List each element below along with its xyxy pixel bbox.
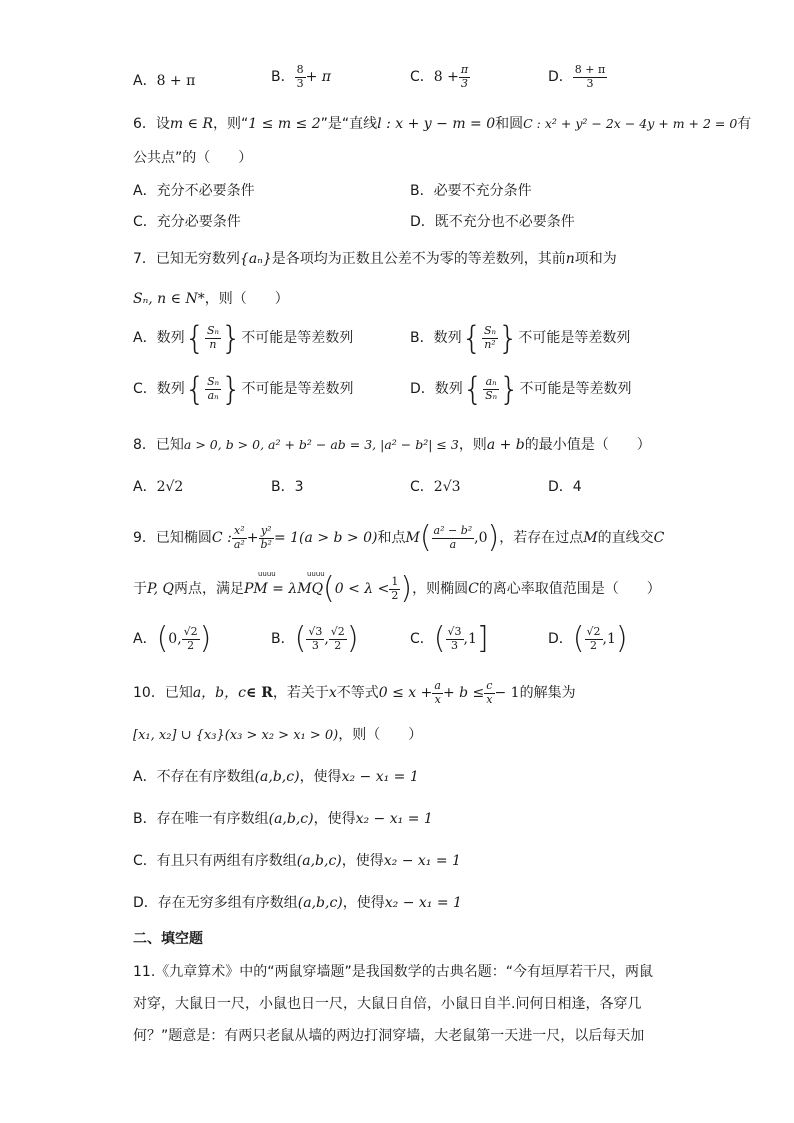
q11-line1: 11.《九章算术》中的“两鼠穿墙题”是我国数学的古典名题：“今有垣厚若干尺，两鼠 bbox=[133, 964, 654, 980]
q9-vector-mark-2: uuuu bbox=[307, 570, 325, 578]
q9-option-c: C．( $\frac{√3}{3}$ ,1] bbox=[410, 621, 489, 656]
q9-option-a: A．(0, $\frac{√2}{2}$ ) bbox=[133, 621, 212, 656]
q7-stem-line2: Sₙ, n ∈ N*，则（ ） bbox=[133, 291, 289, 307]
q6-option-a: A．充分不必要条件 bbox=[133, 183, 255, 199]
q6-stem-line2: 公共点”的（ ） bbox=[133, 150, 253, 166]
q6-option-b: B．必要不充分条件 bbox=[410, 183, 532, 199]
q5-option-b: B． $\frac{8}{3}$ + π bbox=[271, 63, 331, 90]
q7-option-d: D．数列{ $\frac{\text{aₙ}}{\text{Sₙ}}$ }不可能是等差数列 bbox=[410, 370, 632, 408]
q9-stem-line1: 9．已知椭圆C : $\frac{\text{x²}}{\text{a²}}$ + $\frac{\text{y²}}{\text{b²}}$ = 1(a > b > 0)和点M( $\frac{\text{a² − b²}}{a}$ ,0)，若存在过点M的直线交C bbox=[133, 520, 665, 555]
q8-stem: 8．已知a > 0, b > 0, a² + b² − ab = 3, |a² − b²| ≤ 3，则a + b的最小值是（ ） bbox=[133, 437, 651, 453]
q10-stem-line1: 10．已知a，b，c∈ R，若关于x不等式0 ≤ x + $\frac{a}{x}$ + b ≤ $\frac{c}{x}$ − 1的解集为 bbox=[133, 679, 576, 706]
q5-option-d: D． $\frac{8 + \pi}{3}$ bbox=[548, 63, 606, 90]
q9-stem-line2: 于P, Q两点，满足PM = λMQ(0 < λ < $\frac{1}{2}$ )，则椭圆C的离心率取值范围是（ ） bbox=[133, 571, 661, 606]
q10-option-b: B．存在唯一有序数组(a,b,c)，使得x₂ − x₁ = 1 bbox=[133, 811, 433, 827]
section-heading: 二、填空题 bbox=[133, 931, 203, 947]
q10-option-d: D．存在无穷多组有序数组(a,b,c)，使得x₂ − x₁ = 1 bbox=[133, 895, 462, 911]
q6-stem-line1: 6．设m ∈ R，则“1 ≤ m ≤ 2”是“直线l : x + y − m = 0和圆C : x² + y² − 2x − 4y + m + 2 = 0有 bbox=[133, 116, 752, 132]
q7-option-b: B．数列{ $\frac{\text{Sₙ}}{\text{n²}}$ }不可能是等差数列 bbox=[410, 319, 631, 357]
q10-stem-line2: [x₁, x₂] ∪ {x₃}(x₃ > x₂ > x₁ > 0)，则（ ） bbox=[133, 727, 423, 743]
q6-option-c: C．充分必要条件 bbox=[133, 214, 241, 230]
q8-option-d: D．4 bbox=[548, 479, 582, 495]
q8-option-c: C．2√3 bbox=[410, 479, 461, 495]
q9-option-b: B．( $\frac{√3}{3}$ , $\frac{√2}{2}$ ) bbox=[271, 621, 359, 656]
q7-option-a: A．数列{ $\frac{\text{Sₙ}}{n}$ }不可能是等差数列 bbox=[133, 319, 354, 357]
q8-option-b: B．3 bbox=[271, 479, 304, 495]
q5-option-c: C．8 + $\frac{\pi}{3}$ bbox=[410, 63, 469, 90]
q11-line3: 何？”题意是：有两只老鼠从墙的两边打洞穿墙，大老鼠第一天进一尺，以后每天加 bbox=[133, 1028, 645, 1044]
q6-option-d: D．既不充分也不必要条件 bbox=[410, 214, 575, 230]
q9-vector-mark-1: uuuu bbox=[258, 570, 276, 578]
q7-stem-line1: 7．已知无穷数列{aₙ}是各项均为正数且公差不为零的等差数列，其前n项和为 bbox=[133, 251, 617, 267]
q7-option-c: C．数列{ $\frac{\text{Sₙ}}{\text{aₙ}}$ }不可能是等差数列 bbox=[133, 370, 354, 408]
q11-line2: 对穿，大鼠日一尺，小鼠也日一尺，大鼠日自倍，小鼠日自半.问何日相逢，各穿几 bbox=[133, 996, 642, 1012]
q8-option-a: A．2√2 bbox=[133, 479, 184, 495]
q10-option-a: A．不存在有序数组(a,b,c)，使得x₂ − x₁ = 1 bbox=[133, 769, 419, 785]
q9-option-d: D．( $\frac{√2}{2}$ ,1) bbox=[548, 621, 628, 656]
q10-option-c: C．有且只有两组有序数组(a,b,c)，使得x₂ − x₁ = 1 bbox=[133, 853, 461, 869]
q5-option-a: A．8 + π bbox=[133, 73, 196, 89]
